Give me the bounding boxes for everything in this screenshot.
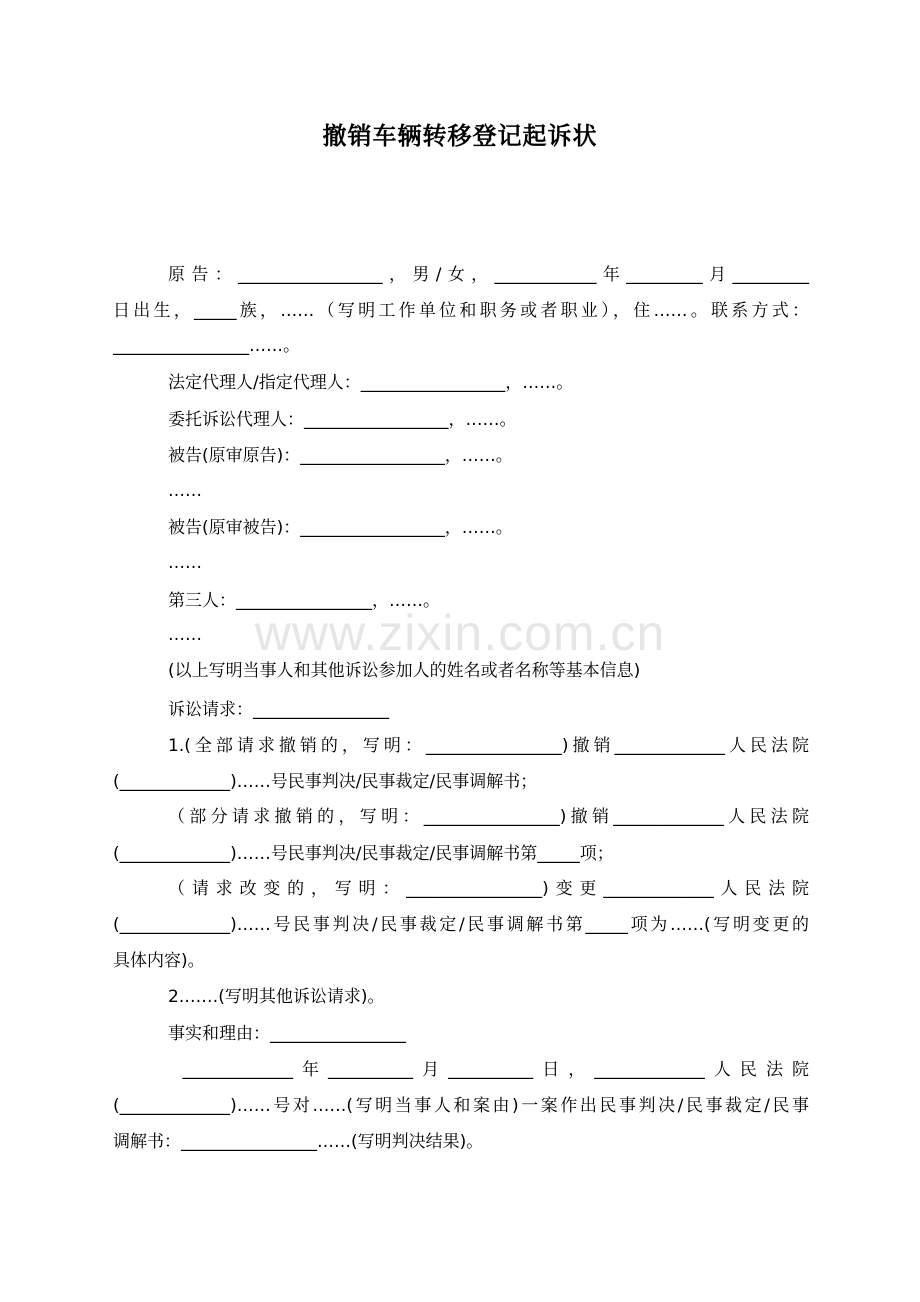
claim-change: （请求改变的，写明：________________)变更_____________人民法院 — [168, 879, 809, 899]
page-title: 撤销车辆转移登记起诉状 — [322, 122, 598, 150]
claim-2-other: 2.……(写明其他诉讼请求)。 — [168, 987, 385, 1007]
claim-change-case-number: (_____________)……号民事判决/民事裁定/民事调解书第_____项为……(写明变更的 — [113, 915, 809, 935]
watermark: www.zixin.com.cn — [254, 605, 666, 661]
defendant-original-defendant-line: 被告(原审被告)：_________________，……。 — [168, 518, 513, 538]
claim-1-full-revoke: 1.(全部请求撤销的，写明：________________)撤销_____________人民法院 — [168, 736, 809, 756]
legal-representative-line: 法定代理人/指定代理人：_________________，……。 — [168, 373, 574, 393]
facts-heading: 事实和理由：________________ — [168, 1024, 406, 1044]
facts-judgment-line: 调解书：________________……(写明判决结果)。 — [113, 1132, 484, 1152]
third-party-line: 第三人：________________，……。 — [168, 591, 440, 611]
agent-line: 委托诉讼代理人：_________________，……。 — [168, 410, 517, 430]
facts-date-court-line: _____________年__________月__________日，_____________人民法院 — [168, 1060, 809, 1080]
defendant-original-plaintiff-line: 被告(原审原告)：_________________，……。 — [168, 446, 513, 466]
claims-heading: 诉讼请求：________________ — [168, 700, 389, 720]
claim-partial-case-number: (_____________)……号民事判决/民事裁定/民事调解书第_____项； — [113, 844, 614, 864]
plaintiff-line: 原告：_________________，男/女，____________年_________月_________ — [168, 265, 809, 285]
plaintiff-birth-line: 日出生，_____族，……（写明工作单位和职务或者职业），住……。联系方式： — [113, 301, 809, 321]
ellipsis-line: …… — [168, 625, 202, 645]
facts-case-line: (_____________)……号对……(写明当事人和案由)一案作出民事判决/民事裁定/民事 — [113, 1096, 809, 1116]
parties-note: (以上写明当事人和其他诉讼参加人的姓名或者名称等基本信息) — [168, 661, 641, 681]
ellipsis-line: …… — [168, 481, 202, 501]
ellipsis-line: …… — [168, 553, 202, 573]
claim-1-case-number: (_____________)……号民事判决/民事裁定/民事调解书； — [113, 772, 538, 792]
claim-change-detail: 具体内容)。 — [113, 951, 205, 971]
claim-partial-revoke: （部分请求撤销的，写明：________________)撤销_____________人民法院 — [168, 807, 809, 827]
plaintiff-contact-line: ________________……。 — [113, 336, 300, 356]
